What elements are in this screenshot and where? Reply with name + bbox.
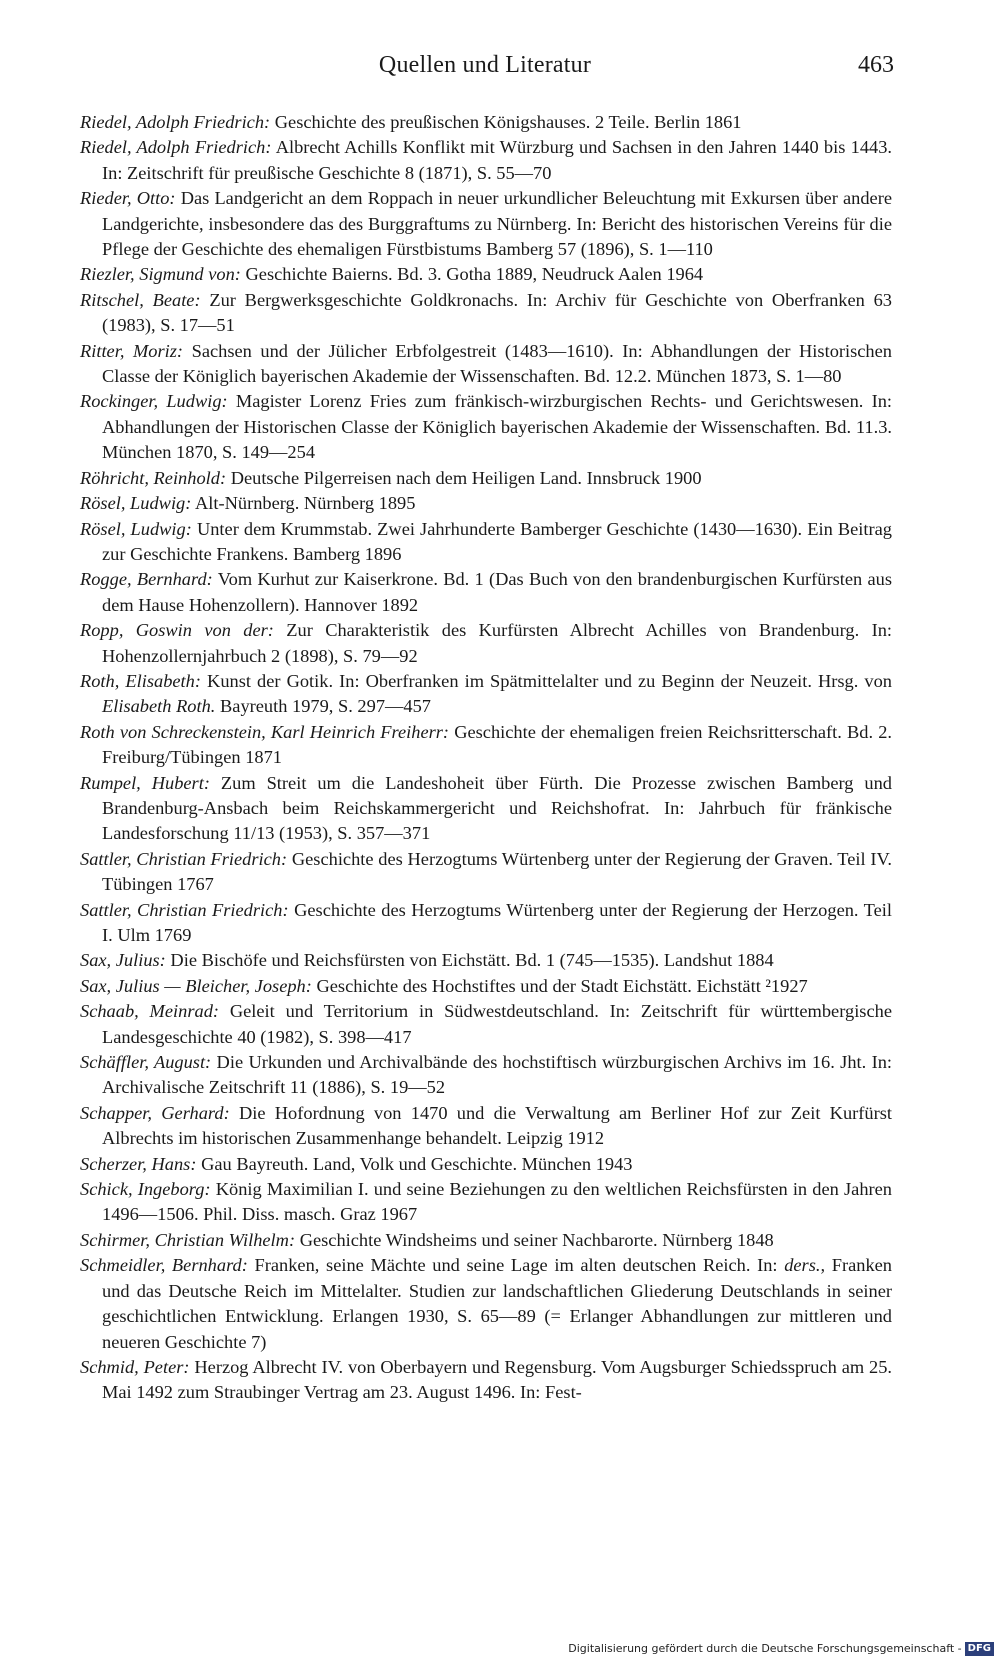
entry-text: Geschichte des Herzogtums Würtenberg unter der Regierung der Graven. Teil IV. Tübingen 1767 bbox=[102, 848, 892, 895]
bibliography-entry bbox=[80, 1152, 892, 1177]
bibliography-entry bbox=[80, 1177, 892, 1228]
entry-text: Geleit und Territorium in Südwestdeutschland. In: Zeitschrift für württembergische Landesgeschichte 40 (1982), S. 398—417 bbox=[102, 1001, 892, 1047]
bibliography-entry bbox=[80, 262, 892, 287]
entry-author: Rogge, Bernhard: bbox=[80, 569, 213, 590]
entry-text: Das Landgericht an dem Roppach in neuer urkundlicher Beleuchtung mit Exkursen über andere Landgerichte, insbesondere das des Burggraftums zu Nürnberg. In: Bericht des historischen Vereins für die Pflege der Geschichte des ehemaligen Fürstbistums Bamberg 57 (1896), S. 1—110 bbox=[102, 188, 892, 260]
entry-author: Ritter, Moriz: bbox=[80, 340, 184, 361]
bibliography-entry bbox=[80, 517, 892, 568]
entry-author: Rieder, Otto: bbox=[80, 188, 176, 209]
bibliography-entry bbox=[80, 186, 892, 262]
entry-text: Geschichte Windsheims und seiner Nachbarorte. Nürnberg 1848 bbox=[299, 1229, 774, 1250]
entry-text: Alt-Nürnberg. Nürnberg 1895 bbox=[194, 493, 416, 514]
bibliography-entry bbox=[80, 389, 892, 465]
entry-author: Schirmer, Christian Wilhelm: bbox=[80, 1229, 296, 1250]
entry-text: Sachsen und der Jülicher Erbfolgestreit (1483—1610). In: Abhandlungen der Historischen Classe der Königlich bayerischen Akademie der Wissenschaften. Bd. 12.2. München 1873, S. 1—80 bbox=[102, 340, 892, 387]
entry-text: Magister Lorenz Fries zum fränkisch-wirzburgischen Rechts- und Gerichtswesen. In: Abhandlungen der Historischen Classe der Königlich bayerischen Akademie der Wissenschaften. Bd. 11.3. München 1870, S. 149—254 bbox=[102, 391, 892, 463]
entry-text: Zum Streit um die Landeshoheit über Fürth. Die Prozesse zwischen Bamberg und Brandenburg-Ansbach beim Reichskammergericht und Reichshofrat. In: Jahrbuch für fränkische Landesforschung 11/13 (1953), S. 357—371 bbox=[102, 772, 892, 844]
entry-author: Rumpel, Hubert: bbox=[80, 772, 210, 793]
bibliography-entry bbox=[80, 339, 892, 390]
entry-text: König Maximilian I. und seine Beziehungen zu den weltlichen Reichsfürsten in den Jahren 1496—1506. Phil. Diss. masch. Graz 1967 bbox=[102, 1179, 892, 1225]
bibliography-entry bbox=[80, 771, 892, 847]
bibliography-entry bbox=[80, 567, 892, 618]
entry-text: Herzog Albrecht IV. von Oberbayern und Regensburg. Vom Augsburger Schiedsspruch am 25. Mai 1492 zum Straubinger Vertrag am 23. August 1496. In: Fest- bbox=[102, 1356, 892, 1403]
entry-author: Sax, Julius — Bleicher, Joseph: bbox=[80, 975, 312, 996]
entry-author: Rösel, Ludwig: bbox=[80, 493, 192, 514]
bibliography-entry bbox=[80, 135, 892, 186]
page-header bbox=[76, 52, 894, 86]
bibliography-entry bbox=[80, 1101, 892, 1152]
digitization-footer bbox=[0, 1639, 1000, 1659]
entry-text: Geschichte der ehemaligen freien Reichsritterschaft. Bd. 2. Freiburg/Tübingen 1871 bbox=[102, 721, 892, 768]
entry-text: Unter dem Krummstab. Zwei Jahrhunderte Bamberger Geschichte (1430—1630). Ein Beitrag zur Geschichte Frankens. Bamberg 1896 bbox=[102, 518, 892, 564]
running-title: Quellen und Literatur bbox=[378, 52, 592, 78]
bibliography-entry bbox=[80, 720, 892, 771]
entry-text: Deutsche Pilgerreisen nach dem Heiligen Land. Innsbruck 1900 bbox=[230, 467, 702, 488]
entry-author: Schmeidler, Bernhard: bbox=[80, 1255, 248, 1276]
bibliography-entry bbox=[80, 491, 892, 516]
entry-author: Roth, Elisabeth: bbox=[80, 670, 201, 691]
entry-author: Riezler, Sigmund von: bbox=[80, 264, 241, 285]
entry-author: Rockinger, Ludwig: bbox=[80, 391, 228, 412]
entry-text-continued: Franken und das Deutsche Reich im Mittelalter. Studien zur landschaftlichen Gliederung Deutschlands in seiner geschichtlichen Entwicklung. Erlangen 1930, S. 65—89 (= Erlanger Abhandlungen zur mittleren und neueren Geschichte 7) bbox=[102, 1255, 892, 1352]
entry-text: Franken, seine Mächte und seine Lage im alten deutschen Reich. In: bbox=[254, 1255, 778, 1276]
entry-author: Röhricht, Reinhold: bbox=[80, 467, 227, 488]
entry-text: Kunst der Gotik. In: Oberfranken im Spätmittelalter und zu Beginn der Neuzeit. Hrsg. von bbox=[207, 670, 892, 691]
entry-author: Sax, Julius: bbox=[80, 950, 166, 971]
entry-text-continued: Bayreuth 1979, S. 297—457 bbox=[220, 696, 431, 717]
entry-author: Rösel, Ludwig: bbox=[80, 518, 192, 539]
entry-text: Die Urkunden und Archivalbände des hochstiftisch würzburgischen Archivs im 16. Jht. In: Archivalische Zeitschrift 11 (1886), S. 19—52 bbox=[102, 1052, 892, 1098]
entry-text: Albrecht Achills Konflikt mit Würzburg und Sachsen in den Jahren 1440 bis 1443. In: Zeitschrift für preußische Geschichte 8 (1871), S. 55—70 bbox=[102, 137, 893, 183]
bibliography-entry bbox=[80, 110, 892, 135]
entry-text: Geschichte des Hochstiftes und der Stadt Eichstätt. Eichstätt ²1927 bbox=[316, 975, 808, 996]
entry-text: Die Bischöfe und Reichsfürsten von Eichstätt. Bd. 1 (745—1535). Landshut 1884 bbox=[170, 950, 774, 971]
bibliography-entry bbox=[80, 999, 892, 1050]
bibliography-entry bbox=[80, 1253, 892, 1355]
entry-text: Geschichte des Herzogtums Würtenberg unter der Regierung der Herzogen. Teil I. Ulm 1769 bbox=[102, 899, 892, 945]
entry-author: Ritschel, Beate: bbox=[80, 289, 201, 310]
entry-text: Geschichte des preußischen Königshauses. 2 Teile. Berlin 1861 bbox=[274, 112, 742, 132]
entry-author: Sattler, Christian Friedrich: bbox=[80, 899, 289, 920]
entry-author: Riedel, Adolph Friedrich: bbox=[80, 137, 272, 158]
bibliography-entry bbox=[80, 288, 892, 339]
bibliography-entry bbox=[80, 618, 892, 669]
bibliography-list bbox=[80, 110, 892, 1406]
bibliography-entry bbox=[80, 669, 892, 720]
bibliography-entry bbox=[80, 1355, 892, 1406]
entry-editor: Elisabeth Roth. bbox=[102, 696, 216, 717]
entry-text: Geschichte Baierns. Bd. 3. Gotha 1889, Neudruck Aalen 1964 bbox=[245, 264, 704, 285]
bibliography-entry bbox=[80, 1228, 892, 1253]
entry-author: Schapper, Gerhard: bbox=[80, 1102, 230, 1123]
bibliography-entry bbox=[80, 974, 892, 999]
bibliography-entry bbox=[80, 1050, 892, 1101]
page-number: 463 bbox=[858, 52, 894, 78]
entry-author: Schick, Ingeborg: bbox=[80, 1179, 211, 1200]
entry-author: Ropp, Goswin von der: bbox=[80, 620, 274, 641]
entry-author: Sattler, Christian Friedrich: bbox=[80, 848, 288, 869]
entry-editor: ders., bbox=[784, 1255, 826, 1276]
entry-text: Zur Charakteristik des Kurfürsten Albrecht Achilles von Brandenburg. In: Hohenzollernjahrbuch 2 (1898), S. 79—92 bbox=[102, 620, 892, 666]
entry-author: Scherzer, Hans: bbox=[80, 1153, 197, 1174]
footer-text: Digitalisierung gefördert durch die Deutsche Forschungsgemeinschaft - bbox=[568, 1642, 962, 1655]
bibliography-entry bbox=[80, 948, 892, 973]
entry-text: Zur Bergwerksgeschichte Goldkronachs. In: Archiv für Geschichte von Oberfranken 63 (1983), S. 17—51 bbox=[102, 289, 892, 336]
entry-author: Schaab, Meinrad: bbox=[80, 1001, 220, 1022]
entry-text: Vom Kurhut zur Kaiserkrone. Bd. 1 (Das Buch von den brandenburgischen Kurfürsten aus dem Hause Hohenzollern). Hannover 1892 bbox=[102, 569, 892, 615]
bibliography-entry bbox=[80, 847, 892, 898]
entry-text: Die Hofordnung von 1470 und die Verwaltung am Berliner Hof zur Zeit Kurfürst Albrechts im historischen Zusammenhange behandelt. Leipzig 1912 bbox=[102, 1102, 892, 1149]
bibliography-entry bbox=[80, 898, 892, 949]
entry-text: Gau Bayreuth. Land, Volk und Geschichte. München 1943 bbox=[201, 1153, 633, 1174]
bibliography-entry bbox=[80, 466, 892, 491]
entry-author: Riedel, Adolph Friedrich: bbox=[80, 112, 271, 132]
entry-author: Roth von Schreckenstein, Karl Heinrich Freiherr: bbox=[80, 721, 450, 742]
dfg-logo: DFG bbox=[965, 1642, 994, 1656]
entry-author: Schmid, Peter: bbox=[80, 1356, 190, 1377]
entry-author: Schäffler, August: bbox=[80, 1052, 212, 1073]
